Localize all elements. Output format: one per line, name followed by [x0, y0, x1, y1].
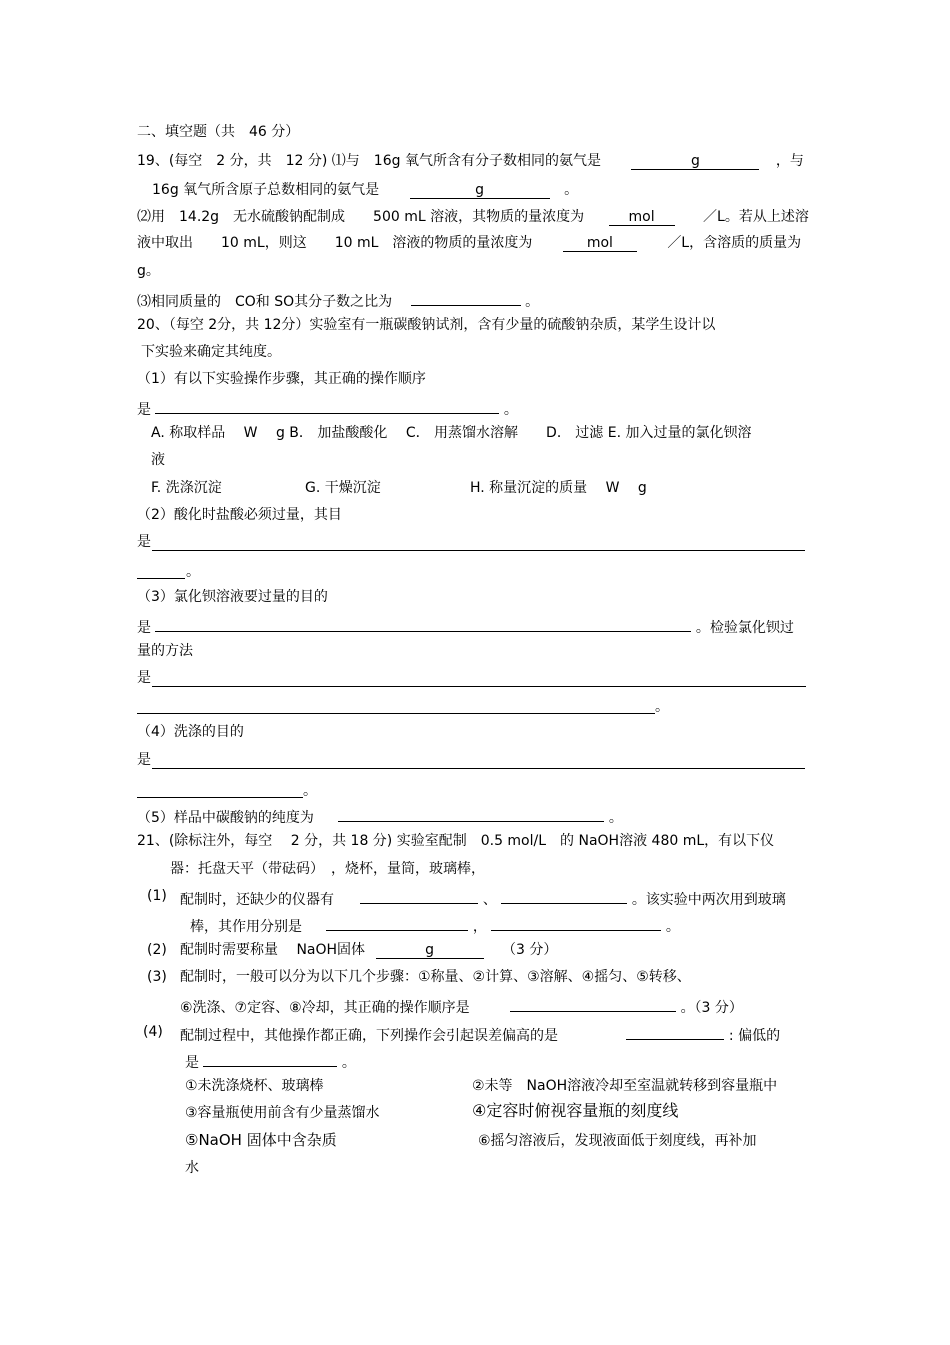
q19-blank-4[interactable]: [563, 235, 637, 252]
q21-s3: 配制时，一般可以分为以下几个步骤：①称量、②计算、③溶解、④摇匀、⑤转移、: [180, 969, 691, 985]
q20-part-3-answer: [137, 615, 794, 636]
q19-line-2-text: 16g 氧气所含原子总数相同的氨气是: [152, 182, 380, 198]
q21-s1b-text: 棒，其作用分别是: [190, 919, 302, 935]
q20-part-3: （3）氯化钡溶液要过量的目的: [137, 589, 328, 605]
answer-period: 。: [608, 810, 623, 826]
q21-blank-1b[interactable]: [501, 887, 627, 904]
q20-part-2-prefix: 是: [137, 534, 151, 550]
q20-steps-line-2: 液: [151, 452, 165, 468]
q19-line-1: [137, 152, 804, 170]
answer-prefix: 是: [137, 620, 151, 636]
q20-blank-3c[interactable]: [137, 713, 655, 714]
q19-blank-1-unit: g: [690, 153, 700, 169]
q21-s1b-sep: ，: [472, 919, 487, 935]
q21-s1b: [190, 914, 680, 935]
q19-blank-1[interactable]: [631, 153, 759, 170]
q19-line-3-text: ⑵用 14.2g 无水硫酸钠配制成 500 mL 溶液，其物质的量浓度为: [137, 209, 585, 225]
q20-part-2: （2）酸化时盐酸必须过量，其目: [137, 507, 342, 523]
q21-blank-2-unit: g: [425, 942, 434, 958]
q21-s1b-end: 。: [665, 919, 680, 935]
section-title: 二、填空题（共 46 分）: [137, 124, 300, 140]
q21-s3-num: (3): [147, 969, 167, 985]
q21-option-2: ②未等 NaOH溶液冷却至室温就转移到容量瓶中: [472, 1078, 778, 1094]
q21-s2-score: （3 分）: [501, 942, 558, 958]
q21-option-1: ①未洗涤烧杯、玻璃棒: [185, 1078, 324, 1094]
q21-option-4: ④定容时俯视容量瓶的刻度线: [472, 1101, 679, 1120]
q20-part-5-text: （5）样品中碳酸钠的纯度为: [137, 810, 314, 826]
q19-line-1-text: 19、(每空 2 分，共 12 分) ⑴与 16g 氧气所含有分子数相同的氨气是: [137, 153, 601, 169]
q20-part-2-period: 。: [186, 564, 200, 580]
q19-blank-2-unit: g: [475, 182, 485, 198]
q21-option-3: ③容量瓶使用前含有少量蒸馏水: [185, 1105, 380, 1121]
q21-s4: [180, 1023, 781, 1044]
q19-line-5: g。: [137, 263, 160, 279]
q21-s3b-tail: 。（3 分）: [680, 1000, 743, 1016]
q21-intro-2: 器：托盘天平（带砝码） ，烧杯，量筒，玻璃棒，: [170, 861, 485, 877]
q19-line-2: [152, 181, 578, 199]
q19-blank-2[interactable]: [410, 182, 550, 199]
q21-s3b-text: ⑥洗涤、⑦定容、⑧冷却，其正确的操作顺序是: [180, 1000, 470, 1016]
q20-part-5: [137, 805, 623, 826]
q20-part-1-answer: [137, 397, 518, 418]
q20-step-g: G. 干燥沉淀: [305, 480, 381, 496]
q21-blank-4b[interactable]: [203, 1050, 337, 1067]
q21-s4-text: 配制过程中，其他操作都正确，下列操作会引起误差偏高的是: [180, 1028, 558, 1044]
q19-line-6-tail: 。: [525, 294, 540, 310]
q21-s3b: [180, 995, 743, 1016]
q20-steps-line: A. 称取样品 W g B． 加盐酸酸化 C． 用蒸馏水溶解 D． 过滤 E. 加入过量的氯化钡溶: [151, 425, 752, 441]
q20-blank-4b[interactable]: [137, 797, 303, 798]
q21-s1: [180, 887, 786, 908]
q20-blank-5[interactable]: [338, 805, 604, 822]
q20-part-3-tail: 。检验氯化钡过: [695, 620, 794, 636]
q21-blank-1d[interactable]: [491, 914, 661, 931]
q19-line-6-text: ⑶相同质量的 CO和 SO其分子数之比为: [137, 294, 393, 310]
q20-part-3-period: 。: [655, 699, 669, 715]
q21-s4-num: (4): [143, 1024, 163, 1040]
q19-line-4-tail: ／L，含溶质的质量为: [667, 235, 802, 251]
q20-step-h: H. 称量沉淀的质量 W g: [470, 480, 647, 496]
q20-blank-2a[interactable]: [152, 550, 805, 551]
q21-blank-3[interactable]: [510, 995, 676, 1012]
q20-part-4-period: 。: [303, 783, 317, 799]
q20-intro-1: 20、（每空 2分，共 12分）实验室有一瓶碳酸钠试剂，含有少量的硫酸钠杂质，某学生设计以: [137, 317, 716, 333]
q19-blank-3[interactable]: [609, 209, 675, 226]
q21-s4-tail: : 偏低的: [728, 1028, 781, 1044]
q19-blank-4-unit: mol: [586, 235, 613, 251]
q21-blank-1a[interactable]: [360, 887, 478, 904]
q21-option-6: ⑥摇匀溶液后，发现液面低于刻度线，再补加: [478, 1133, 757, 1149]
q19-line-3-tail: ／L。若从上述溶: [703, 209, 809, 225]
q19-line-6: [137, 289, 540, 310]
q20-intro-2: 下实验来确定其纯度。: [141, 344, 281, 360]
q20-part-4-prefix: 是: [137, 752, 151, 768]
q20-blank-3b[interactable]: [152, 686, 806, 687]
q20-blank-2b[interactable]: [137, 578, 185, 579]
answer-period: 。: [503, 402, 518, 418]
q21-s4b-text: 是: [185, 1055, 199, 1071]
q20-blank-3a[interactable]: [155, 615, 691, 632]
q19-line-1-tail: ，与: [775, 153, 804, 169]
q21-blank-2[interactable]: [376, 942, 484, 959]
q19-line-4-text: 液中取出 10 mL，则这 10 mL 溶液的物质的量浓度为: [137, 235, 533, 251]
q19-line-3: [137, 208, 809, 226]
q20-part-1: （1）有以下实验操作步骤，其正确的操作顺序: [137, 371, 426, 387]
q19-blank-5[interactable]: [411, 289, 521, 306]
q19-line-2-tail: 。: [564, 182, 579, 198]
q21-s1-text: 配制时，还缺少的仪器有: [180, 892, 334, 908]
q21-s4b-end: 。: [341, 1055, 356, 1071]
q20-part-3-method: 量的方法: [137, 643, 193, 659]
q20-blank-1[interactable]: [155, 397, 499, 414]
q19-line-4: [137, 234, 801, 252]
q19-blank-3-unit: mol: [628, 209, 655, 225]
q20-part-3-method-prefix: 是: [137, 670, 151, 686]
q21-s1-tail: 。该实验中两次用到玻璃: [631, 892, 786, 908]
q21-s2-num: (2): [147, 942, 167, 958]
q21-s1-sep: 、: [482, 892, 497, 908]
q21-option-5: ⑤NaOH 固体中含杂质: [185, 1131, 337, 1149]
q21-s2-text: 配制时需要称量 NaOH固体: [180, 942, 366, 958]
q20-blank-4a[interactable]: [152, 768, 805, 769]
q20-part-4: （4）洗涤的目的: [137, 724, 244, 740]
q21-blank-4a[interactable]: [626, 1023, 724, 1040]
q21-option-6-cont: 水: [185, 1160, 199, 1176]
q21-s1-num: (1): [147, 888, 167, 904]
q21-s2: [180, 941, 557, 959]
q21-intro-1: 21、(除标注外，每空 2 分，共 18 分) 实验室配制 0.5 mol/L 的 NaOH溶液 480 mL，有以下仪: [137, 833, 775, 849]
q20-step-f: F. 洗涤沉淀: [151, 480, 222, 496]
q21-blank-1c[interactable]: [326, 914, 468, 931]
q21-s4b: [185, 1050, 356, 1071]
answer-prefix: 是: [137, 402, 151, 418]
